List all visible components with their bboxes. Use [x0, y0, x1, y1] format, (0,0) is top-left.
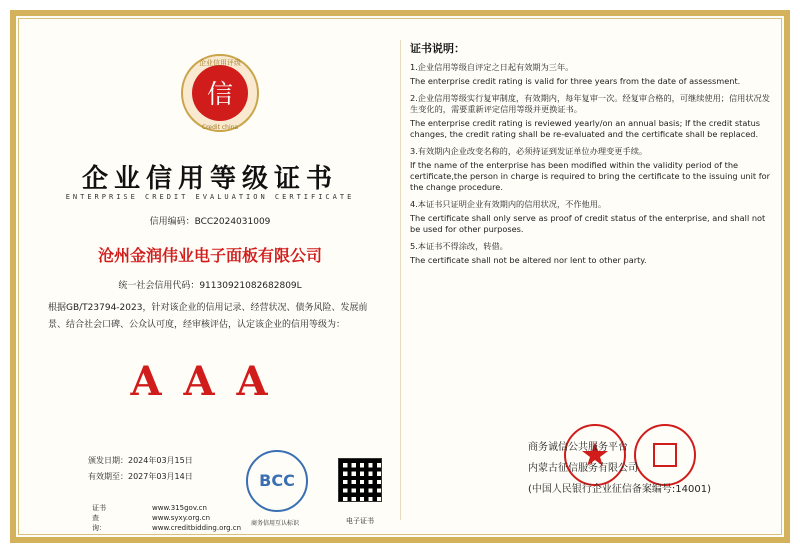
- seal-center-char: 信: [206, 80, 234, 110]
- evaluation-basis: 根据GB/T23794-2023，针对该企业的信用记录、经营状况、债务风险、发展前景、结合社会口碑、公众认可度，经审核评估，认定该企业的信用等级为：: [48, 303, 368, 330]
- valid-until: 有效期至：2027年03月14日: [88, 472, 193, 481]
- query-label: 证书查询：: [92, 504, 106, 532]
- center-divider: [400, 40, 401, 520]
- note-cn: 4.本证书只证明企业有效期内的信用状况，不作他用。: [410, 199, 607, 209]
- certificate-left-panel: [30, 18, 390, 532]
- query-site[interactable]: www.315gov.cn: [152, 504, 207, 512]
- query-site[interactable]: www.syxy.org.cn: [152, 514, 211, 522]
- issue-date: 颁发日期：2024年03月15日: [88, 456, 193, 465]
- issuer-line: 内蒙古征信服务有限公司: [528, 463, 638, 474]
- issuer-line: 商务诚信公共服务平台: [528, 442, 628, 453]
- issuer-block: [528, 438, 788, 501]
- certificate-subtitle: ENTERPRISE CREDIT EVALUATION CERTIFICATE: [65, 193, 355, 201]
- note-en: If the name of the enterprise has been modified within the validity period of the certificate,the person in charge is required to bring the certificate to the issuing unit for the change procedure.: [410, 160, 770, 192]
- uscc-code: 统一社会信用代码：91130921082682809L: [118, 281, 302, 291]
- query-site-list: [152, 503, 241, 533]
- bcc-label: 商务信用互认标识: [250, 520, 299, 527]
- note-en: The enterprise credit rating is valid for three years from the date of assessment.: [410, 76, 741, 86]
- qr-code[interactable]: [338, 458, 382, 502]
- query-site[interactable]: www.creditbidding.org.cn: [152, 524, 242, 532]
- notes-heading: 证书说明：: [410, 42, 465, 55]
- credit-rating: AAA: [130, 358, 290, 405]
- bcc-logo-icon: [242, 446, 312, 516]
- company-name: 沧州金润伟业电子面板有限公司: [97, 246, 322, 265]
- note-en: The certificate shall only serve as proof of credit status of the enterprise, and shall not be used for other purposes.: [410, 213, 766, 234]
- qr-label: 电子证书: [346, 517, 374, 525]
- note-en: The enterprise credit rating is reviewed yearly/on an annual basis; If the credit status changes, the credit rating shall be re-evaluated and the certificate shall be replaced.: [410, 118, 761, 139]
- bcc-logo-text: BCC: [259, 471, 295, 490]
- note-en: The certificate shall not be altered nor lent to other party.: [410, 255, 647, 265]
- note-cn: 2.企业信用等级实行复审制度，有效期内，每年复审一次。经复审合格的，可继续使用；信用状况发生变化的，需要重新评定信用等级并更换证书。: [410, 93, 770, 114]
- note-cn: 5.本证书不得涂改，转借。: [410, 241, 508, 251]
- credit-seal-icon: [180, 53, 260, 133]
- certificate-dates: [88, 453, 193, 485]
- credit-code: 信用编码：BCC2024031009: [149, 217, 271, 227]
- issuer-line: (中国人民银行企业征信备案编号:14001): [528, 484, 711, 495]
- seal-bottom-text: Credit china: [201, 124, 239, 131]
- seal-top-text: 企业信用评级: [199, 59, 241, 67]
- note-cn: 3.有效期内企业改变名称的，必须持证到发证单位办理变更手续。: [410, 146, 648, 156]
- certificate-title: 企业信用等级证书: [81, 164, 338, 194]
- note-cn: 1.企业信用等级自评定之日起有效期为三年。: [410, 62, 574, 72]
